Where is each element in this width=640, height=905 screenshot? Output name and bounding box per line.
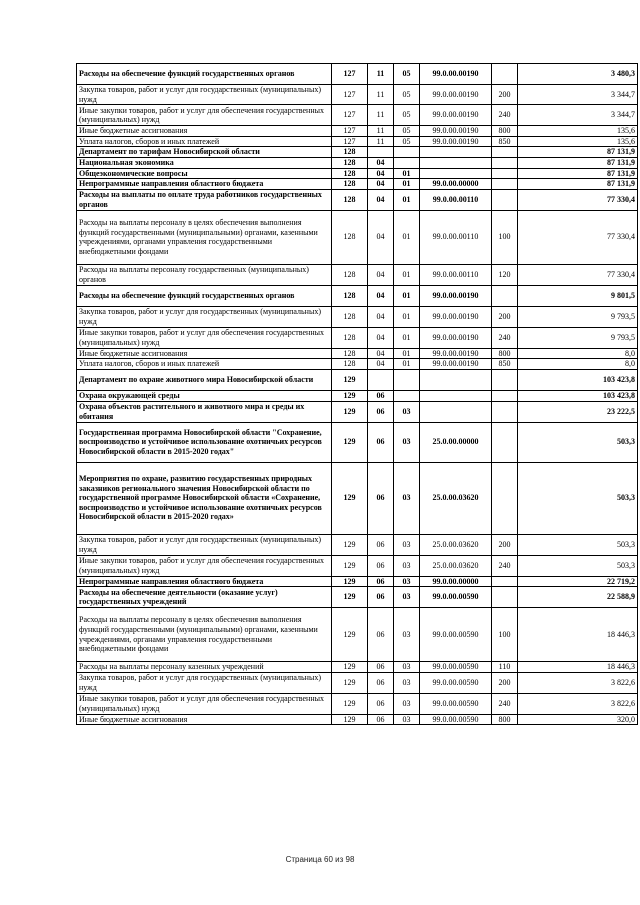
- row-subsection-code: 05: [394, 64, 420, 85]
- row-target-article: 25.0.00.03620: [420, 534, 492, 555]
- row-section-code: 04: [368, 264, 394, 285]
- row-amount: 87 131,9: [518, 147, 638, 158]
- row-ministry-code: 129: [332, 714, 368, 725]
- row-ministry-code: 128: [332, 285, 368, 306]
- row-expense-type: [492, 422, 518, 462]
- row-subsection-code: 03: [394, 714, 420, 725]
- row-expense-type: [492, 285, 518, 306]
- row-target-article: 99.0.00.00000: [420, 576, 492, 587]
- row-subsection-code: 05: [394, 85, 420, 105]
- table-row: [77, 555, 638, 576]
- table-row: [77, 157, 638, 168]
- row-name: Иные закупки товаров, работ и услуг для обеспечения государственных (муниципальных) нужд: [77, 693, 332, 714]
- row-subsection-code: 03: [394, 401, 420, 422]
- table-row: [77, 126, 638, 137]
- row-section-code: [368, 147, 394, 158]
- row-expense-type: [492, 390, 518, 401]
- row-amount: 103 423,8: [518, 369, 638, 390]
- row-target-article: 99.0.00.00190: [420, 327, 492, 348]
- row-subsection-code: 03: [394, 587, 420, 608]
- row-section-code: 06: [368, 576, 394, 587]
- row-name: Департамент по охране животного мира Новосибирской области: [77, 369, 332, 390]
- row-ministry-code: 129: [332, 672, 368, 693]
- row-target-article: 99.0.00.00190: [420, 85, 492, 105]
- row-expense-type: 800: [492, 126, 518, 137]
- table-row: [77, 168, 638, 179]
- row-section-code: 11: [368, 126, 394, 137]
- row-subsection-code: 01: [394, 210, 420, 264]
- row-target-article: 99.0.00.00590: [420, 662, 492, 673]
- row-ministry-code: 129: [332, 693, 368, 714]
- row-ministry-code: 129: [332, 401, 368, 422]
- row-subsection-code: 03: [394, 462, 420, 534]
- row-amount: 503,3: [518, 534, 638, 555]
- row-expense-type: 240: [492, 105, 518, 126]
- row-amount: 503,3: [518, 555, 638, 576]
- row-subsection-code: 03: [394, 422, 420, 462]
- table-row: [77, 85, 638, 105]
- row-amount: 18 446,3: [518, 662, 638, 673]
- row-name: Уплата налогов, сборов и иных платежей: [77, 359, 332, 370]
- row-expense-type: 800: [492, 714, 518, 725]
- row-amount: 9 793,5: [518, 327, 638, 348]
- row-target-article: 99.0.00.00000: [420, 179, 492, 190]
- row-name: Расходы на обеспечение функций государственных органов: [77, 64, 332, 85]
- row-ministry-code: 129: [332, 608, 368, 662]
- row-section-code: 04: [368, 285, 394, 306]
- row-expense-type: [492, 576, 518, 587]
- row-section-code: [368, 369, 394, 390]
- table-row: [77, 672, 638, 693]
- row-target-article: 25.0.00.03620: [420, 555, 492, 576]
- row-name: Расходы на выплаты персоналу казенных учреждений: [77, 662, 332, 673]
- row-target-article: 99.0.00.00590: [420, 693, 492, 714]
- row-expense-type: [492, 157, 518, 168]
- row-expense-type: [492, 189, 518, 210]
- row-name: Закупка товаров, работ и услуг для государственных (муниципальных) нужд: [77, 534, 332, 555]
- row-section-code: 04: [368, 306, 394, 327]
- table-row: [77, 369, 638, 390]
- page-footer: Страница 60 из 98: [285, 855, 355, 864]
- budget-table: [76, 63, 638, 725]
- row-section-code: 06: [368, 555, 394, 576]
- row-name: Иные бюджетные ассигнования: [77, 126, 332, 137]
- row-expense-type: [492, 369, 518, 390]
- row-name: Государственная программа Новосибирской области "Сохранение, воспроизводство и устойчивое использование охотничьих ресурсов Новосибирской области в 2015-2020 годах": [77, 422, 332, 462]
- row-target-article: 99.0.00.00590: [420, 608, 492, 662]
- row-ministry-code: 128: [332, 147, 368, 158]
- row-section-code: 11: [368, 64, 394, 85]
- row-expense-type: 120: [492, 264, 518, 285]
- row-section-code: 04: [368, 359, 394, 370]
- row-subsection-code: 05: [394, 136, 420, 147]
- row-section-code: 04: [368, 179, 394, 190]
- row-target-article: [420, 147, 492, 158]
- row-target-article: 99.0.00.00110: [420, 210, 492, 264]
- row-name: Иные закупки товаров, работ и услуг для обеспечения государственных (муниципальных) нужд: [77, 327, 332, 348]
- row-ministry-code: 128: [332, 210, 368, 264]
- row-amount: 8,0: [518, 359, 638, 370]
- row-expense-type: 240: [492, 693, 518, 714]
- row-subsection-code: 01: [394, 189, 420, 210]
- row-ministry-code: 127: [332, 85, 368, 105]
- row-amount: 22 588,9: [518, 587, 638, 608]
- row-subsection-code: [394, 369, 420, 390]
- row-section-code: 06: [368, 534, 394, 555]
- row-subsection-code: 03: [394, 576, 420, 587]
- row-section-code: 06: [368, 714, 394, 725]
- table-row: [77, 359, 638, 370]
- row-subsection-code: 03: [394, 662, 420, 673]
- row-amount: 3 344,7: [518, 85, 638, 105]
- table-row: [77, 147, 638, 158]
- row-name: Охрана объектов растительного и животного мира и среды их обитания: [77, 401, 332, 422]
- table-row: [77, 390, 638, 401]
- row-section-code: 06: [368, 608, 394, 662]
- row-ministry-code: 129: [332, 390, 368, 401]
- table-row: [77, 64, 638, 85]
- row-subsection-code: 05: [394, 126, 420, 137]
- row-subsection-code: 01: [394, 168, 420, 179]
- row-name: Общеэкономические вопросы: [77, 168, 332, 179]
- row-name: Охрана окружающей среды: [77, 390, 332, 401]
- row-amount: 103 423,8: [518, 390, 638, 401]
- row-target-article: 99.0.00.00590: [420, 587, 492, 608]
- row-name: Иные закупки товаров, работ и услуг для обеспечения государственных (муниципальных) нужд: [77, 555, 332, 576]
- row-expense-type: [492, 401, 518, 422]
- row-ministry-code: 128: [332, 157, 368, 168]
- row-amount: 77 330,4: [518, 189, 638, 210]
- row-amount: 320,0: [518, 714, 638, 725]
- row-name: Расходы на обеспечение деятельности (оказание услуг) государственных учреждений: [77, 587, 332, 608]
- row-expense-type: 100: [492, 608, 518, 662]
- row-amount: 87 131,9: [518, 157, 638, 168]
- table-row: [77, 210, 638, 264]
- row-subsection-code: 03: [394, 693, 420, 714]
- row-amount: 87 131,9: [518, 168, 638, 179]
- row-ministry-code: 129: [332, 462, 368, 534]
- row-subsection-code: 01: [394, 179, 420, 190]
- row-amount: 3 480,3: [518, 64, 638, 85]
- row-section-code: 06: [368, 390, 394, 401]
- row-target-article: 25.0.00.00000: [420, 422, 492, 462]
- row-subsection-code: [394, 390, 420, 401]
- row-name: Непрограммные направления областного бюджета: [77, 179, 332, 190]
- row-amount: 9 793,5: [518, 306, 638, 327]
- table-row: [77, 462, 638, 534]
- row-subsection-code: 01: [394, 359, 420, 370]
- row-ministry-code: 128: [332, 168, 368, 179]
- row-name: Департамент по тарифам Новосибирской области: [77, 147, 332, 158]
- row-target-article: 99.0.00.00190: [420, 136, 492, 147]
- row-name: Закупка товаров, работ и услуг для государственных (муниципальных) нужд: [77, 672, 332, 693]
- row-ministry-code: 128: [332, 359, 368, 370]
- row-ministry-code: 128: [332, 306, 368, 327]
- row-target-article: 99.0.00.00590: [420, 672, 492, 693]
- row-ministry-code: 129: [332, 662, 368, 673]
- table-row: [77, 693, 638, 714]
- row-section-code: 04: [368, 189, 394, 210]
- row-ministry-code: 128: [332, 264, 368, 285]
- row-amount: 8,0: [518, 348, 638, 359]
- table-row: [77, 401, 638, 422]
- row-name: Закупка товаров, работ и услуг для государственных (муниципальных) нужд: [77, 85, 332, 105]
- row-section-code: 11: [368, 136, 394, 147]
- row-expense-type: 240: [492, 555, 518, 576]
- table-row: [77, 264, 638, 285]
- row-subsection-code: 01: [394, 348, 420, 359]
- row-subsection-code: [394, 157, 420, 168]
- row-subsection-code: 01: [394, 327, 420, 348]
- row-amount: 18 446,3: [518, 608, 638, 662]
- row-expense-type: 110: [492, 662, 518, 673]
- row-target-article: [420, 168, 492, 179]
- row-section-code: 04: [368, 157, 394, 168]
- table-row: [77, 576, 638, 587]
- table-body: [77, 64, 638, 725]
- row-amount: 135,6: [518, 126, 638, 137]
- row-subsection-code: 05: [394, 105, 420, 126]
- table-row: [77, 189, 638, 210]
- row-amount: 503,3: [518, 462, 638, 534]
- row-ministry-code: 129: [332, 576, 368, 587]
- row-expense-type: 100: [492, 210, 518, 264]
- row-expense-type: [492, 587, 518, 608]
- row-name: Уплата налогов, сборов и иных платежей: [77, 136, 332, 147]
- row-expense-type: 240: [492, 327, 518, 348]
- row-ministry-code: 127: [332, 126, 368, 137]
- table-row: [77, 662, 638, 673]
- row-section-code: 04: [368, 168, 394, 179]
- table-row: [77, 285, 638, 306]
- row-target-article: 99.0.00.00190: [420, 359, 492, 370]
- row-expense-type: 200: [492, 672, 518, 693]
- row-target-article: 99.0.00.00190: [420, 306, 492, 327]
- row-amount: 23 222,5: [518, 401, 638, 422]
- row-expense-type: [492, 168, 518, 179]
- row-name: Непрограммные направления областного бюджета: [77, 576, 332, 587]
- row-name: Расходы на выплаты персоналу в целях обеспечения выполнения функций государственными (муниципальными) органами, казенными учреждениями, органами управления государственными внебюджетными фондами: [77, 608, 332, 662]
- row-name: Расходы на выплаты по оплате труда работников государственных органов: [77, 189, 332, 210]
- table-row: [77, 136, 638, 147]
- row-ministry-code: 129: [332, 587, 368, 608]
- row-ministry-code: 128: [332, 348, 368, 359]
- row-expense-type: 800: [492, 348, 518, 359]
- row-target-article: [420, 369, 492, 390]
- row-target-article: 99.0.00.00110: [420, 189, 492, 210]
- table-row: [77, 534, 638, 555]
- row-target-article: 99.0.00.00190: [420, 105, 492, 126]
- row-amount: 22 719,2: [518, 576, 638, 587]
- row-target-article: 99.0.00.00590: [420, 714, 492, 725]
- row-target-article: 99.0.00.00190: [420, 348, 492, 359]
- row-section-code: 06: [368, 662, 394, 673]
- row-name: Расходы на обеспечение функций государственных органов: [77, 285, 332, 306]
- table-row: [77, 348, 638, 359]
- row-section-code: 06: [368, 587, 394, 608]
- row-ministry-code: 129: [332, 555, 368, 576]
- row-expense-type: 200: [492, 534, 518, 555]
- row-section-code: 06: [368, 462, 394, 534]
- table-row: [77, 306, 638, 327]
- row-expense-type: [492, 64, 518, 85]
- row-name: Расходы на выплаты персоналу в целях обеспечения выполнения функций государственными (муниципальными) органами, казенными учреждениями, органами управления государственными внебюджетными фондами: [77, 210, 332, 264]
- row-amount: 3 344,7: [518, 105, 638, 126]
- row-section-code: 11: [368, 105, 394, 126]
- row-subsection-code: 01: [394, 306, 420, 327]
- row-name: Мероприятия по охране, развитию государственных природных заказников регионального значения Новосибирской области по государственной программе Новосибирской области «Сохранение, воспроизводство и устойчивое использование охотничьих ресурсов Новосибирской области в 2015-2020 годах»: [77, 462, 332, 534]
- row-target-article: [420, 401, 492, 422]
- row-name: Национальная экономика: [77, 157, 332, 168]
- row-section-code: 04: [368, 327, 394, 348]
- row-amount: 3 822,6: [518, 693, 638, 714]
- row-amount: 503,3: [518, 422, 638, 462]
- table-row: [77, 714, 638, 725]
- row-section-code: 11: [368, 85, 394, 105]
- row-subsection-code: 03: [394, 672, 420, 693]
- row-expense-type: 200: [492, 85, 518, 105]
- row-subsection-code: 03: [394, 608, 420, 662]
- table-row: [77, 587, 638, 608]
- row-ministry-code: 128: [332, 179, 368, 190]
- row-section-code: 06: [368, 401, 394, 422]
- row-amount: 3 822,6: [518, 672, 638, 693]
- table-row: [77, 179, 638, 190]
- row-expense-type: [492, 147, 518, 158]
- row-ministry-code: 127: [332, 136, 368, 147]
- row-name: Иные бюджетные ассигнования: [77, 348, 332, 359]
- row-ministry-code: 129: [332, 422, 368, 462]
- row-name: Расходы на выплаты персоналу государственных (муниципальных) органов: [77, 264, 332, 285]
- row-ministry-code: 127: [332, 105, 368, 126]
- row-target-article: 99.0.00.00190: [420, 126, 492, 137]
- row-expense-type: 850: [492, 136, 518, 147]
- row-ministry-code: 129: [332, 534, 368, 555]
- row-section-code: 06: [368, 672, 394, 693]
- row-target-article: 99.0.00.00190: [420, 64, 492, 85]
- row-section-code: 04: [368, 348, 394, 359]
- row-target-article: 99.0.00.00190: [420, 285, 492, 306]
- row-section-code: 04: [368, 210, 394, 264]
- row-expense-type: 200: [492, 306, 518, 327]
- row-ministry-code: 128: [332, 327, 368, 348]
- row-subsection-code: [394, 147, 420, 158]
- row-amount: 77 330,4: [518, 264, 638, 285]
- row-subsection-code: 03: [394, 555, 420, 576]
- row-section-code: 06: [368, 693, 394, 714]
- table-row: [77, 105, 638, 126]
- row-name: Закупка товаров, работ и услуг для государственных (муниципальных) нужд: [77, 306, 332, 327]
- row-section-code: 06: [368, 422, 394, 462]
- row-name: Иные закупки товаров, работ и услуг для обеспечения государственных (муниципальных) нужд: [77, 105, 332, 126]
- row-subsection-code: 01: [394, 285, 420, 306]
- row-expense-type: [492, 179, 518, 190]
- row-target-article: 25.0.00.03620: [420, 462, 492, 534]
- row-ministry-code: 129: [332, 369, 368, 390]
- row-expense-type: [492, 462, 518, 534]
- row-ministry-code: 128: [332, 189, 368, 210]
- row-amount: 9 801,5: [518, 285, 638, 306]
- row-target-article: [420, 390, 492, 401]
- row-amount: 77 330,4: [518, 210, 638, 264]
- row-name: Иные бюджетные ассигнования: [77, 714, 332, 725]
- row-subsection-code: 03: [394, 534, 420, 555]
- row-ministry-code: 127: [332, 64, 368, 85]
- table-row: [77, 327, 638, 348]
- row-amount: 87 131,9: [518, 179, 638, 190]
- table-row: [77, 422, 638, 462]
- row-amount: 135,6: [518, 136, 638, 147]
- row-subsection-code: 01: [394, 264, 420, 285]
- row-expense-type: 850: [492, 359, 518, 370]
- table-row: [77, 608, 638, 662]
- row-target-article: [420, 157, 492, 168]
- row-target-article: 99.0.00.00110: [420, 264, 492, 285]
